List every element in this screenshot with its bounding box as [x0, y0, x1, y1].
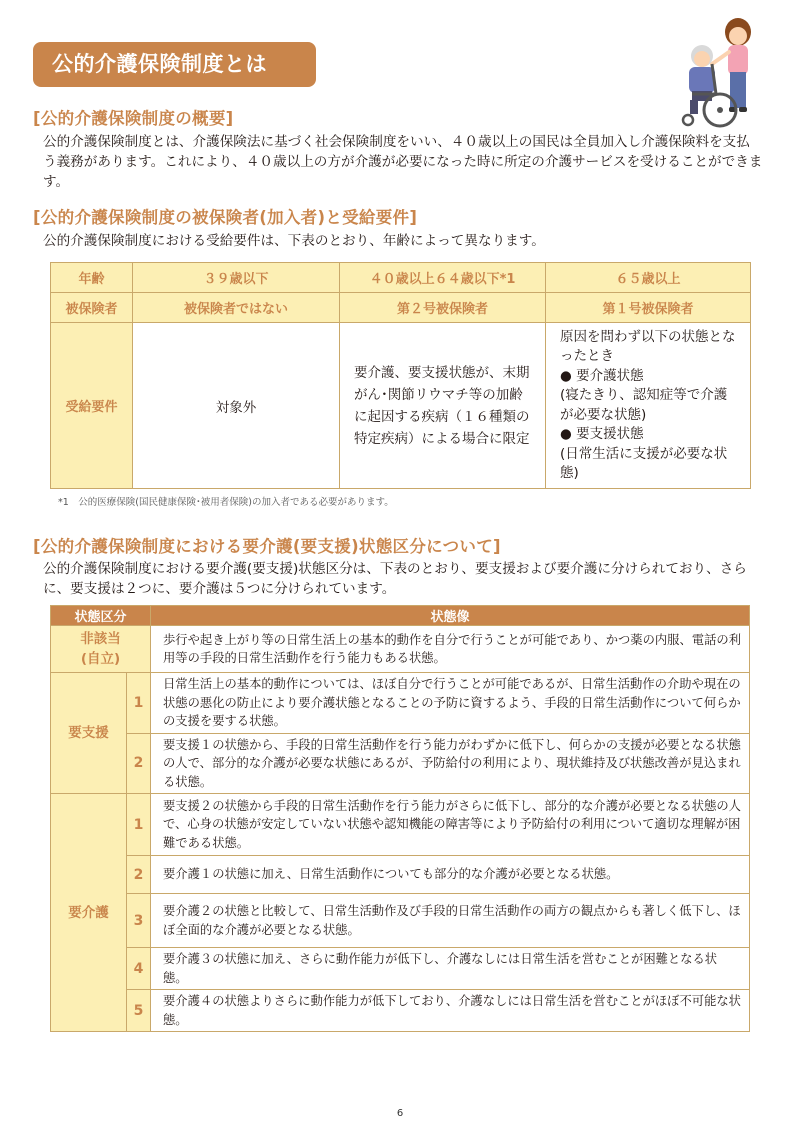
- care-level-desc: 要支援２の状態から手段的日常生活動作を行う能力がさらに低下し、部分的な介護が必要となる状態の人で、心身の状態が安定していない状態や認知機能の障害等により予防給付の利用について適切な理解が困難である状態。: [151, 794, 750, 856]
- nonapplicable-label-line1: 非該当: [80, 631, 121, 647]
- support-level-num: 1: [127, 673, 151, 734]
- age-row-label: 年齢: [51, 263, 133, 293]
- table-row: [51, 673, 750, 734]
- care-state-note: (寝たきり、認知症等で介護が必要な状態): [560, 387, 728, 423]
- table-row: [51, 323, 751, 489]
- age-col-under39: ３９歳以下: [133, 263, 340, 293]
- support-level-num: 2: [127, 733, 151, 794]
- table-row: [51, 948, 750, 990]
- requirement-intro: 原因を問わず以下の状態となったとき: [560, 328, 736, 364]
- insured-row-label: 被保険者: [51, 293, 133, 323]
- footnote: *1 公的医療保険(国民健康保険･被用者保険)の加入者である必要があります。: [58, 497, 394, 508]
- support-label: 要支援: [51, 673, 127, 794]
- age-col-40-64: ４０歳以上６４歳以下*1: [340, 263, 546, 293]
- insured-col-40-64: 第２号被保険者: [340, 293, 546, 323]
- care-level-desc: 要介護１の状態に加え、日常生活動作についても部分的な介護が必要となる状態。: [151, 856, 750, 894]
- overview-body: 公的介護保険制度とは、介護保険法に基づく社会保険制度をいい、４０歳以上の国民は全員加入し介護保険料を支払う義務があります。これにより、４０歳以上の方が介護が必要になった時に所定の介護サービスを受けることができます。: [43, 134, 763, 190]
- nonapplicable-desc: 歩行や起き上がり等の日常生活上の基本的動作を自分で行うことが可能であり、かつ薬の内服、電話の利用等の手段的日常生活動作を行う能力もある状態。: [151, 626, 750, 673]
- categories-heading: [公的介護保険制度における要介護(要支援)状態区分について]: [33, 537, 501, 556]
- eligibility-table: [50, 262, 751, 489]
- table-row: [51, 733, 750, 794]
- overview-heading: [公的介護保険制度の概要]: [33, 109, 234, 128]
- description-header: 状態像: [151, 606, 750, 626]
- insured-col-under39: 被保険者ではない: [133, 293, 340, 323]
- table-row: [51, 606, 750, 626]
- care-state-bullet: ● 要介護状態: [560, 367, 644, 384]
- requirement-col-40-64: 要介護、要支援状態が、末期がん･関節リウマチ等の加齢に起因する疾病（１６種類の特定疾病）による場合に限定: [340, 323, 546, 489]
- care-level-num: 3: [127, 894, 151, 948]
- insured-heading: [公的介護保険制度の被保険者(加入者)と受給要件]: [33, 208, 418, 227]
- page-number: 6: [396, 1108, 404, 1119]
- insured-body: 公的介護保険制度における受給要件は、下表のとおり、年齢によって異なります。: [43, 233, 545, 249]
- support-level-desc: 要支援１の状態から、手段的日常生活動作を行う能力がわずかに低下し、何らかの支援が必要となる状態の人で、部分的な介護が必要な状態にあるが、予防給付の利用により、現状維持及び状態改善が見込まれる状態。: [151, 733, 750, 794]
- category-header: 状態区分: [51, 606, 151, 626]
- insured-col-65plus: 第１号被保険者: [546, 293, 751, 323]
- care-level-desc: 要介護３の状態に加え、さらに動作能力が低下し、介護なしには日常生活を営むことが困難となる状態。: [151, 948, 750, 990]
- table-row: [51, 626, 750, 673]
- support-state-note: (日常生活に支援が必要な状態): [560, 445, 728, 481]
- table-row: [51, 894, 750, 948]
- care-level-num: 2: [127, 856, 151, 894]
- nonapplicable-label-line2: (自立): [80, 651, 121, 667]
- table-row: [51, 293, 751, 323]
- care-level-num: 4: [127, 948, 151, 990]
- page-title: 公的介護保険制度とは: [33, 42, 316, 87]
- table-row: [51, 856, 750, 894]
- care-level-desc: 要介護２の状態と比較して、日常生活動作及び手段的日常生活動作の両方の観点からも著しく低下し、ほぼ全面的な介護が必要となる状態。: [151, 894, 750, 948]
- support-state-bullet: ● 要支援状態: [560, 426, 644, 442]
- table-row: [51, 990, 750, 1032]
- age-col-65plus: ６５歳以上: [546, 263, 751, 293]
- requirement-col-65plus: [546, 323, 751, 489]
- categories-body: 公的介護保険制度における要介護(要支援)状態区分は、下表のとおり、要支援および要介護に分けられており、さらに、要支援は２つに、要介護は５つに分けられています。: [43, 561, 747, 597]
- care-level-desc: 要介護４の状態よりさらに動作能力が低下しており、介護なしには日常生活を営むことがほぼ不可能な状態。: [151, 990, 750, 1032]
- care-level-table: [50, 605, 750, 1032]
- care-level-num: 1: [127, 794, 151, 856]
- requirement-col-under39: 対象外: [133, 323, 340, 489]
- requirement-row-label: 受給要件: [51, 323, 133, 489]
- care-label: 要介護: [51, 794, 127, 1032]
- table-row: [51, 794, 750, 856]
- caregiver-wheelchair-illustration: [672, 12, 764, 130]
- nonapplicable-label: [51, 626, 151, 673]
- care-level-num: 5: [127, 990, 151, 1032]
- table-row: [51, 263, 751, 293]
- support-level-desc: 日常生活上の基本的動作については、ほぼ自分で行うことが可能であるが、日常生活動作の介助や現在の状態の悪化の防止により要介護状態となることの予防に資するよう、手段的日常生活動作について何らかの支援を要する状態。: [151, 673, 750, 734]
